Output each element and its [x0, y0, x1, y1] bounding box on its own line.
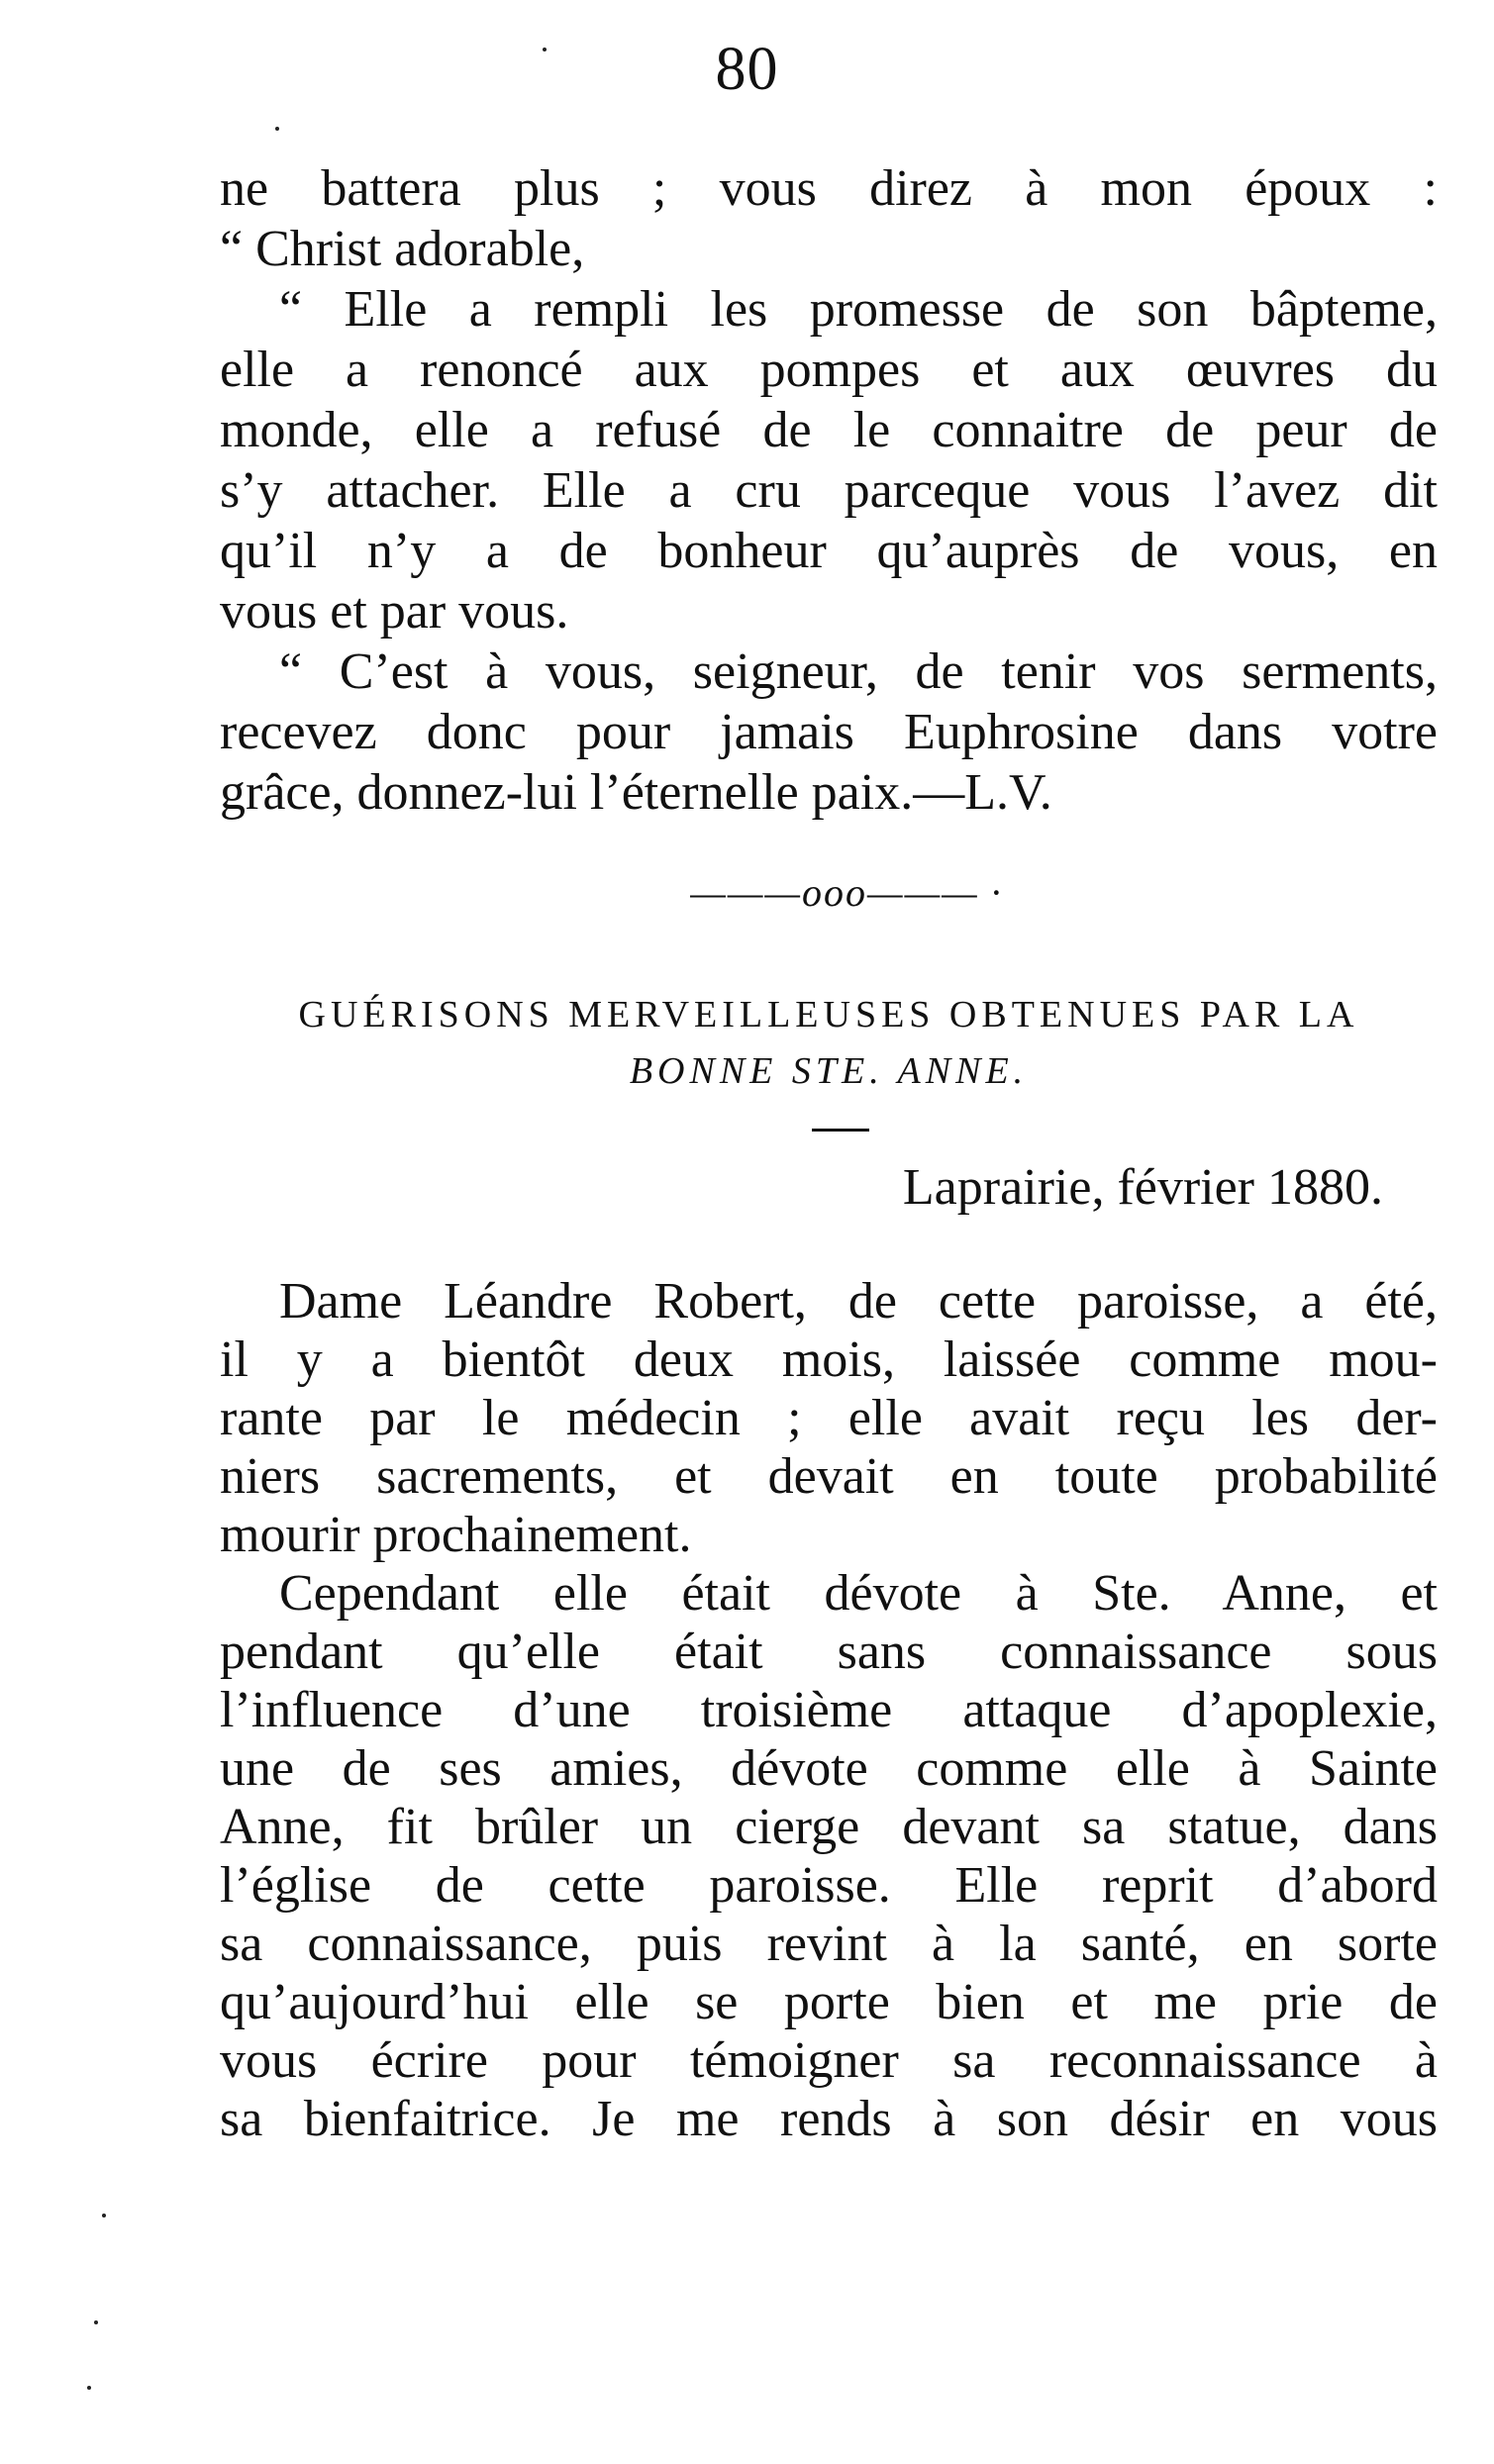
text-line: s’y attacher. Elle a cru parceque vous l’avez dit — [220, 462, 1438, 519]
text-line: pendant qu’elle était sans connaissance sous — [220, 1624, 1438, 1680]
text-line: vous écrire pour témoigner sa reconnaissance à — [220, 2032, 1438, 2089]
speck-mark — [87, 2386, 91, 2390]
text-line: qu’il n’y a de bonheur qu’auprès de vous, en — [220, 523, 1438, 579]
speck-mark — [275, 127, 279, 131]
text-line: “ C’est à vous, seigneur, de tenir vos serments, — [279, 643, 1438, 700]
text-line: sa bienfaitrice. Je me rends à son désir en vous — [220, 2091, 1438, 2147]
section-heading-continued: BONNE STE. ANNE. — [629, 1050, 1029, 1092]
text-line: une de ses amies, dévote comme elle à Sainte — [220, 1740, 1438, 1797]
heading-rule — [812, 1129, 869, 1132]
text-line: l’influence d’une troisième attaque d’apoplexie, — [220, 1682, 1438, 1738]
testimony-text — [220, 1272, 1438, 2148]
dateline: Laprairie, février 1880. — [902, 1159, 1383, 1216]
speck-mark — [543, 48, 547, 51]
text-line: il y a bientôt deux mois, laissée comme mou- — [220, 1331, 1438, 1388]
speck-mark — [102, 2214, 106, 2218]
speck-mark — [94, 2320, 98, 2324]
text-line: qu’aujourd’hui elle se porte bien et me prie de — [220, 1974, 1438, 2030]
text-line: ne battera plus ; vous direz à mon époux : — [220, 160, 1438, 217]
text-line: sa connaissance, puis revint à la santé, en sorte — [220, 1916, 1438, 1972]
text-line: grâce, donnez-lui l’éternelle paix.—L.V. — [220, 764, 1052, 821]
text-line: monde, elle a refusé de le connaitre de peur de — [220, 402, 1438, 458]
text-line: Anne, fit brûler un cierge devant sa statue, dans — [220, 1799, 1438, 1855]
section-heading: GUÉRISONS MERVEILLEUSES OBTENUES PAR LA — [298, 994, 1359, 1035]
text-line: “ Christ adorable, — [220, 221, 585, 277]
text-line: l’église de cette paroisse. Elle reprit d’abord — [220, 1857, 1438, 1914]
closing-prayer-text — [220, 158, 1438, 823]
text-line: rante par le médecin ; elle avait reçu les der- — [220, 1390, 1438, 1446]
text-line: “ Elle a rempli les promesse de son bâpteme, — [279, 281, 1438, 338]
text-line: mourir prochainement. — [220, 1507, 692, 1563]
text-line: elle a renoncé aux pompes et aux œuvres du — [220, 342, 1438, 398]
text-line: Dame Léandre Robert, de cette paroisse, a été, — [279, 1273, 1438, 1330]
text-line: Cependant elle était dévote à Ste. Anne, et — [279, 1565, 1438, 1622]
text-line: recevez donc pour jamais Euphrosine dans votre — [220, 704, 1438, 760]
text-line: niers sacrements, et devait en toute probabilité — [220, 1448, 1438, 1505]
section-divider: ———ooo——— · — [690, 870, 1003, 915]
text-line: vous et par vous. — [220, 583, 569, 640]
page-number: 80 — [715, 36, 779, 103]
